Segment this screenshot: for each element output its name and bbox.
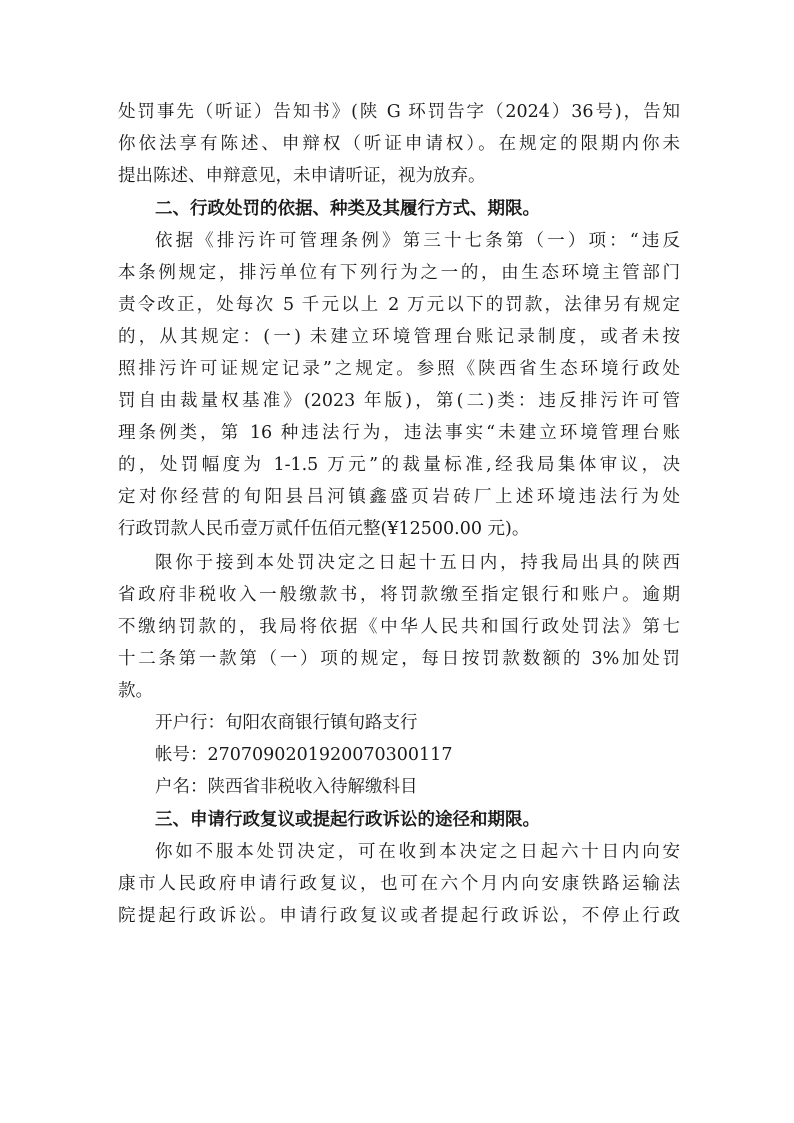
body-line: 理条例类，第 16 种违法行为，违法事实“未建立环境管理台账 xyxy=(118,423,680,443)
body-line: 依据《排污许可管理条例》第三十七条第（一）项：“违反 xyxy=(155,231,680,251)
body-line: 省政府非税收入一般缴款书，将罚款缴至指定银行和账户。逾期 xyxy=(118,585,680,605)
body-line: 院提起行政诉讼。申请行政复议或者提起行政诉讼，不停止行政 xyxy=(118,906,680,926)
body-line: 康市人民政府申请行政复议，也可在六个月内向安康铁路运输法 xyxy=(118,874,680,894)
body-line: 提出陈述、申辩意见，未申请听证，视为放弃。 xyxy=(118,166,486,186)
body-line: 开户行：旬阳农商银行镇旬路支行 xyxy=(155,713,418,733)
body-line: 户名：陕西省非税收入待解缴科目 xyxy=(155,777,418,797)
body-line: 不缴纳罚款的，我局将依据《中华人民共和国行政处罚法》第七 xyxy=(118,617,680,637)
body-line: 责令改正，处每次 5 千元以上 2 万元以下的罚款，法律另有规定 xyxy=(118,295,680,315)
body-line: 你如不服本处罚决定，可在收到本决定之日起六十日内向安 xyxy=(155,842,680,862)
body-line: 行政罚款人民币壹万贰仟伍佰元整(¥12500.00 元)。 xyxy=(118,519,530,539)
section-heading: 二、行政处罚的依据、种类及其履行方式、期限。 xyxy=(155,199,540,219)
body-line: 款。 xyxy=(118,681,153,701)
body-line: 处罚事先（听证）告知书》(陕 G 环罚告字（2024）36号)，告知 xyxy=(118,102,680,122)
body-line: 帐号：2707090201920070300117 xyxy=(155,745,453,765)
body-line: 定对你经营的旬阳县吕河镇鑫盛页岩砖厂上述环境违法行为处 xyxy=(118,487,680,507)
body-line: 罚自由裁量权基准》(2023 年版)，第(二)类：违反排污许可管 xyxy=(118,391,680,411)
body-line: 的，从其规定：(一) 未建立环境管理台账记录制度，或者未按 xyxy=(118,327,680,347)
body-line: 十二条第一款第（一）项的规定，每日按罚款数额的 3%加处罚 xyxy=(118,649,680,669)
body-line: 照排污许可证规定记录”之规定。参照《陕西省生态环境行政处 xyxy=(118,359,680,379)
section-heading: 三、申请行政复议或提起行政诉讼的途径和期限。 xyxy=(155,810,540,830)
body-line: 的，处罚幅度为 1-1.5 万元”的裁量标准,经我局集体审议，决 xyxy=(118,455,680,475)
body-line: 你依法享有陈述、申辩权（听证申请权）。在规定的限期内你未 xyxy=(118,134,680,154)
body-line: 本条例规定，排污单位有下列行为之一的，由生态环境主管部门 xyxy=(118,263,680,283)
body-line: 限你于接到本处罚决定之日起十五日内，持我局出具的陕西 xyxy=(155,553,680,573)
